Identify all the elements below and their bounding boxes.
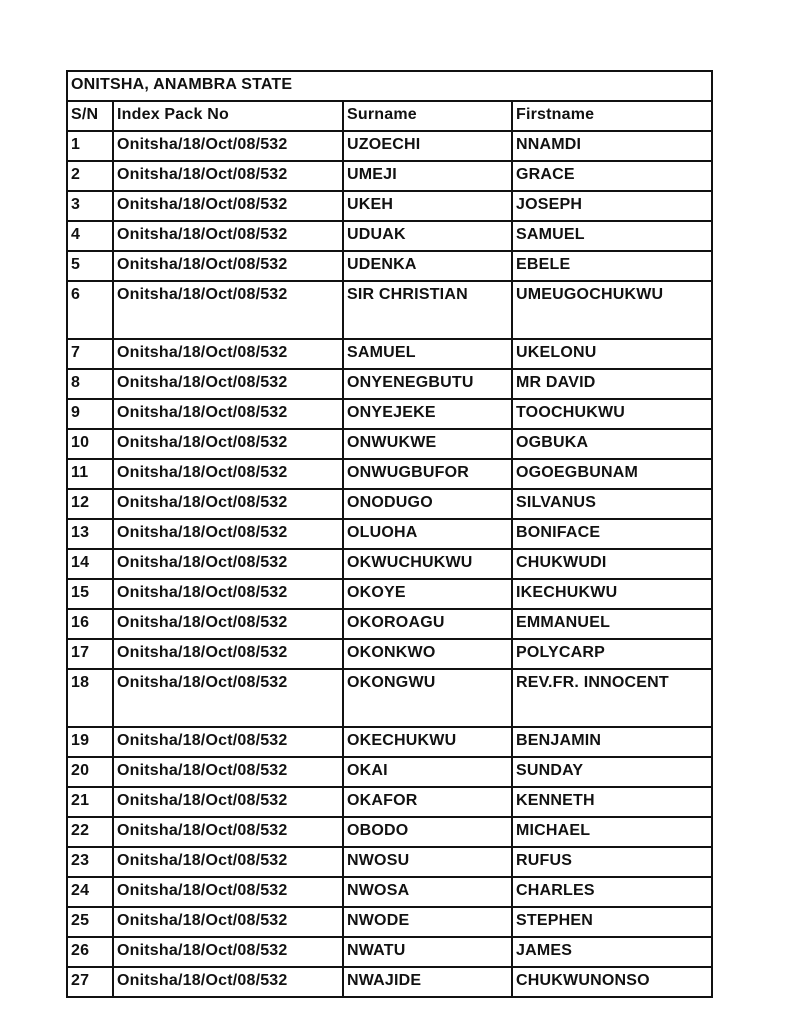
cell-index-pack-no: Onitsha/18/Oct/08/532 — [113, 757, 343, 787]
table-row — [67, 579, 712, 609]
cell-surname: ONYENEGBUTU — [343, 369, 512, 399]
header-row — [67, 101, 712, 131]
cell-firstname: EMMANUEL — [512, 609, 712, 639]
cell-surname: OKAFOR — [343, 787, 512, 817]
cell-surname: OKOROAGU — [343, 609, 512, 639]
roster-table — [66, 70, 713, 998]
cell-sn: 17 — [67, 639, 113, 669]
cell-firstname: MR DAVID — [512, 369, 712, 399]
cell-surname: ONYEJEKE — [343, 399, 512, 429]
cell-surname: OKECHUKWU — [343, 727, 512, 757]
cell-sn: 10 — [67, 429, 113, 459]
header-sn: S/N — [67, 101, 113, 131]
cell-firstname: EBELE — [512, 251, 712, 281]
cell-firstname: BONIFACE — [512, 519, 712, 549]
cell-firstname: MICHAEL — [512, 817, 712, 847]
cell-firstname: NNAMDI — [512, 131, 712, 161]
cell-sn: 5 — [67, 251, 113, 281]
cell-sn: 14 — [67, 549, 113, 579]
cell-surname: NWATU — [343, 937, 512, 967]
cell-sn: 13 — [67, 519, 113, 549]
cell-firstname: KENNETH — [512, 787, 712, 817]
cell-firstname: UKELONU — [512, 339, 712, 369]
table-row — [67, 967, 712, 997]
header-index-pack-no: Index Pack No — [113, 101, 343, 131]
cell-firstname: UMEUGOCHUKWU — [512, 281, 712, 339]
cell-surname: ONODUGO — [343, 489, 512, 519]
table-row — [67, 251, 712, 281]
table-row — [67, 877, 712, 907]
cell-sn: 6 — [67, 281, 113, 339]
cell-sn: 2 — [67, 161, 113, 191]
cell-sn: 7 — [67, 339, 113, 369]
cell-sn: 27 — [67, 967, 113, 997]
cell-firstname: POLYCARP — [512, 639, 712, 669]
cell-surname: OKONKWO — [343, 639, 512, 669]
table-row — [67, 429, 712, 459]
cell-surname: UDUAK — [343, 221, 512, 251]
cell-index-pack-no: Onitsha/18/Oct/08/532 — [113, 787, 343, 817]
cell-index-pack-no: Onitsha/18/Oct/08/532 — [113, 727, 343, 757]
table-row — [67, 519, 712, 549]
cell-firstname: SUNDAY — [512, 757, 712, 787]
cell-index-pack-no: Onitsha/18/Oct/08/532 — [113, 281, 343, 339]
cell-index-pack-no: Onitsha/18/Oct/08/532 — [113, 579, 343, 609]
cell-index-pack-no: Onitsha/18/Oct/08/532 — [113, 161, 343, 191]
table-body — [67, 71, 712, 997]
cell-surname: OBODO — [343, 817, 512, 847]
table-row — [67, 639, 712, 669]
table-title: ONITSHA, ANAMBRA STATE — [67, 71, 712, 101]
cell-surname: UDENKA — [343, 251, 512, 281]
cell-sn: 8 — [67, 369, 113, 399]
table-row — [67, 669, 712, 727]
cell-sn: 25 — [67, 907, 113, 937]
table-row — [67, 221, 712, 251]
cell-firstname: SAMUEL — [512, 221, 712, 251]
table-row — [67, 787, 712, 817]
cell-sn: 9 — [67, 399, 113, 429]
cell-firstname: CHUKWUDI — [512, 549, 712, 579]
cell-surname: OLUOHA — [343, 519, 512, 549]
table-row — [67, 131, 712, 161]
cell-surname: NWOSU — [343, 847, 512, 877]
cell-index-pack-no: Onitsha/18/Oct/08/532 — [113, 847, 343, 877]
cell-surname: ONWUKWE — [343, 429, 512, 459]
cell-index-pack-no: Onitsha/18/Oct/08/532 — [113, 937, 343, 967]
cell-surname: OKOYE — [343, 579, 512, 609]
cell-index-pack-no: Onitsha/18/Oct/08/532 — [113, 191, 343, 221]
cell-sn: 4 — [67, 221, 113, 251]
cell-index-pack-no: Onitsha/18/Oct/08/532 — [113, 399, 343, 429]
table-row — [67, 191, 712, 221]
cell-firstname: GRACE — [512, 161, 712, 191]
table-row — [67, 727, 712, 757]
cell-sn: 19 — [67, 727, 113, 757]
cell-surname: OKONGWU — [343, 669, 512, 727]
cell-firstname: IKECHUKWU — [512, 579, 712, 609]
cell-surname: NWAJIDE — [343, 967, 512, 997]
cell-index-pack-no: Onitsha/18/Oct/08/532 — [113, 639, 343, 669]
cell-firstname: CHARLES — [512, 877, 712, 907]
cell-firstname: SILVANUS — [512, 489, 712, 519]
cell-sn: 12 — [67, 489, 113, 519]
cell-firstname: OGBUKA — [512, 429, 712, 459]
table-row — [67, 399, 712, 429]
cell-surname: SAMUEL — [343, 339, 512, 369]
cell-sn: 22 — [67, 817, 113, 847]
cell-firstname: TOOCHUKWU — [512, 399, 712, 429]
cell-firstname: STEPHEN — [512, 907, 712, 937]
cell-surname: OKWUCHUKWU — [343, 549, 512, 579]
cell-index-pack-no: Onitsha/18/Oct/08/532 — [113, 877, 343, 907]
cell-firstname: OGOEGBUNAM — [512, 459, 712, 489]
cell-index-pack-no: Onitsha/18/Oct/08/532 — [113, 907, 343, 937]
cell-index-pack-no: Onitsha/18/Oct/08/532 — [113, 489, 343, 519]
cell-index-pack-no: Onitsha/18/Oct/08/532 — [113, 251, 343, 281]
cell-surname: UMEJI — [343, 161, 512, 191]
cell-index-pack-no: Onitsha/18/Oct/08/532 — [113, 669, 343, 727]
table-row — [67, 281, 712, 339]
cell-index-pack-no: Onitsha/18/Oct/08/532 — [113, 221, 343, 251]
cell-firstname: JAMES — [512, 937, 712, 967]
table-row — [67, 847, 712, 877]
cell-index-pack-no: Onitsha/18/Oct/08/532 — [113, 429, 343, 459]
table-row — [67, 369, 712, 399]
cell-surname: UKEH — [343, 191, 512, 221]
cell-index-pack-no: Onitsha/18/Oct/08/532 — [113, 817, 343, 847]
cell-index-pack-no: Onitsha/18/Oct/08/532 — [113, 967, 343, 997]
cell-firstname: BENJAMIN — [512, 727, 712, 757]
cell-sn: 16 — [67, 609, 113, 639]
cell-firstname: CHUKWUNONSO — [512, 967, 712, 997]
table-row — [67, 549, 712, 579]
cell-sn: 3 — [67, 191, 113, 221]
cell-index-pack-no: Onitsha/18/Oct/08/532 — [113, 459, 343, 489]
cell-index-pack-no: Onitsha/18/Oct/08/532 — [113, 339, 343, 369]
table-row — [67, 757, 712, 787]
table-row — [67, 339, 712, 369]
table-row — [67, 459, 712, 489]
cell-sn: 26 — [67, 937, 113, 967]
cell-index-pack-no: Onitsha/18/Oct/08/532 — [113, 369, 343, 399]
title-row — [67, 71, 712, 101]
table-row — [67, 161, 712, 191]
table-row — [67, 937, 712, 967]
cell-surname: OKAI — [343, 757, 512, 787]
cell-sn: 11 — [67, 459, 113, 489]
table-row — [67, 609, 712, 639]
cell-firstname: REV.FR. INNOCENT — [512, 669, 712, 727]
cell-surname: SIR CHRISTIAN — [343, 281, 512, 339]
table-row — [67, 907, 712, 937]
cell-firstname: RUFUS — [512, 847, 712, 877]
cell-index-pack-no: Onitsha/18/Oct/08/532 — [113, 609, 343, 639]
cell-index-pack-no: Onitsha/18/Oct/08/532 — [113, 131, 343, 161]
cell-sn: 15 — [67, 579, 113, 609]
cell-sn: 18 — [67, 669, 113, 727]
cell-index-pack-no: Onitsha/18/Oct/08/532 — [113, 519, 343, 549]
cell-sn: 24 — [67, 877, 113, 907]
table-row — [67, 817, 712, 847]
cell-sn: 23 — [67, 847, 113, 877]
table-row — [67, 489, 712, 519]
cell-sn: 21 — [67, 787, 113, 817]
cell-sn: 1 — [67, 131, 113, 161]
cell-surname: NWOSA — [343, 877, 512, 907]
header-surname: Surname — [343, 101, 512, 131]
cell-firstname: JOSEPH — [512, 191, 712, 221]
cell-index-pack-no: Onitsha/18/Oct/08/532 — [113, 549, 343, 579]
cell-sn: 20 — [67, 757, 113, 787]
cell-surname: ONWUGBUFOR — [343, 459, 512, 489]
cell-surname: NWODE — [343, 907, 512, 937]
header-firstname: Firstname — [512, 101, 712, 131]
cell-surname: UZOECHI — [343, 131, 512, 161]
